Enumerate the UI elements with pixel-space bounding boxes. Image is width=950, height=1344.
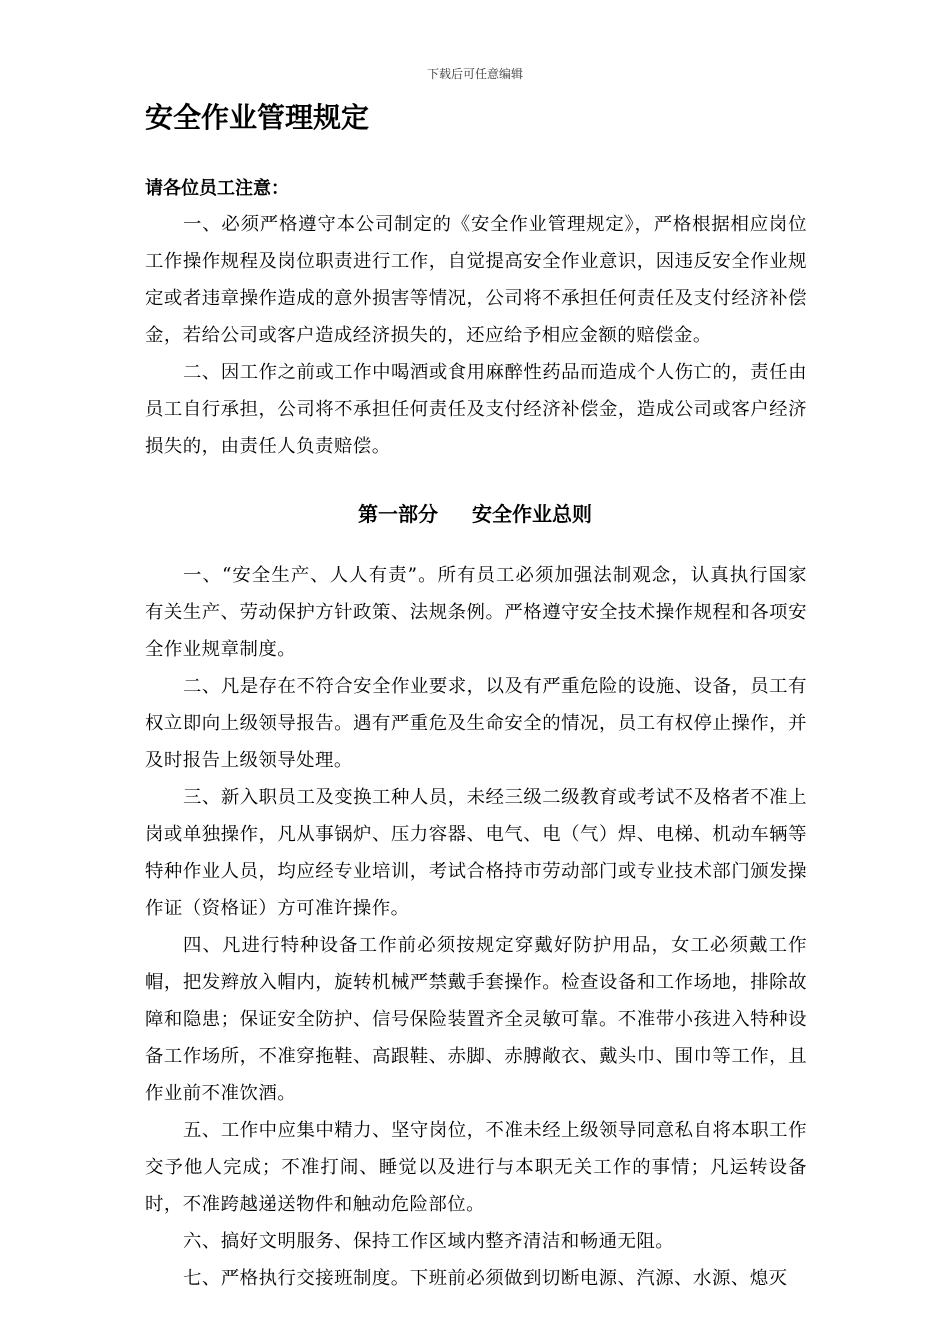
section-paragraph-2: 二、凡是存在不符合安全作业要求，以及有严重危险的设施、设备，员工有权立即向上级领导报告。遇有严重危及生命安全的情况，员工有权停止操作，并及时报告上级领导处理。 [145, 676, 807, 771]
section-part-label: 第一部分 [358, 502, 438, 526]
section-part-title: 安全作业总则 [472, 502, 592, 526]
section-paragraph-7: 七、严格执行交接班制度。下班前必须做到切断电源、汽源、水源、熄灭 [183, 1268, 788, 1289]
section-paragraph-6: 六、搞好文明服务、保持工作区域内整齐清洁和畅通无阻。 [183, 1231, 675, 1252]
notice-paragraph-2: 二、因工作之前或工作中喝酒或食用麻醉性药品而造成个人伤亡的，责任由员工自行承担，公司将不承担任何责任及支付经济补偿金，造成公司或客户经济损失的，由责任人负责赔偿。 [145, 362, 807, 457]
section-heading [0, 498, 950, 530]
document-title: 安全作业管理规定 [145, 101, 370, 134]
header-note: 下载后可任意编辑 [426, 67, 523, 81]
section-paragraph-4: 四、凡进行特种设备工作前必须按规定穿戴好防护用品，女工必须戴工作帽，把发辫放入帽内，旋转机械严禁戴手套操作。检查设备和工作场地，排除故障和隐患；保证安全防护、信号保险装置齐全灵敏可靠。不准带小孩进入特种设备工作场所，不准穿拖鞋、高跟鞋、赤脚、赤膊敞衣、戴头巾、围巾等工作，且作业前不准饮酒。 [145, 935, 807, 1104]
notice-heading: 请各位员工注意： [145, 178, 289, 199]
section-body [145, 557, 807, 1297]
section-paragraph-3: 三、新入职员工及变换工种人员，未经三级二级教育或考试不及格者不准上岗或单独操作，凡从事锅炉、压力容器、电气、电（气）焊、电梯、机动车辆等特种作业人员，均应经专业培训，考试合格持市劳动部门或专业技术部门颁发操作证（资格证）方可准许操作。 [145, 787, 807, 919]
section-paragraph-1: 一、“安全生产、人人有责”。所有员工必须加强法制观念，认真执行国家有关生产、劳动保护方针政策、法规条例。严格遵守安全技术操作规程和各项安全作业规章制度。 [145, 565, 807, 660]
notice-paragraph-1: 一、必须严格遵守本公司制定的《安全作业管理规定》，严格根据相应岗位工作操作规程及岗位职责进行工作，自觉提高安全作业意识，因违反安全作业规定或者违章操作造成的意外损害等情况，公司将不承担任何责任及支付经济补偿金，若给公司或客户造成经济损失的，还应给予相应金额的赔偿金。 [145, 214, 807, 346]
notice-body [145, 206, 807, 465]
section-paragraph-5: 五、工作中应集中精力、坚守岗位，不准未经上级领导同意私自将本职工作交予他人完成；不准打闹、睡觉以及进行与本职无关工作的事情；凡运转设备时，不准跨越递送物件和触动危险部位。 [145, 1120, 807, 1215]
